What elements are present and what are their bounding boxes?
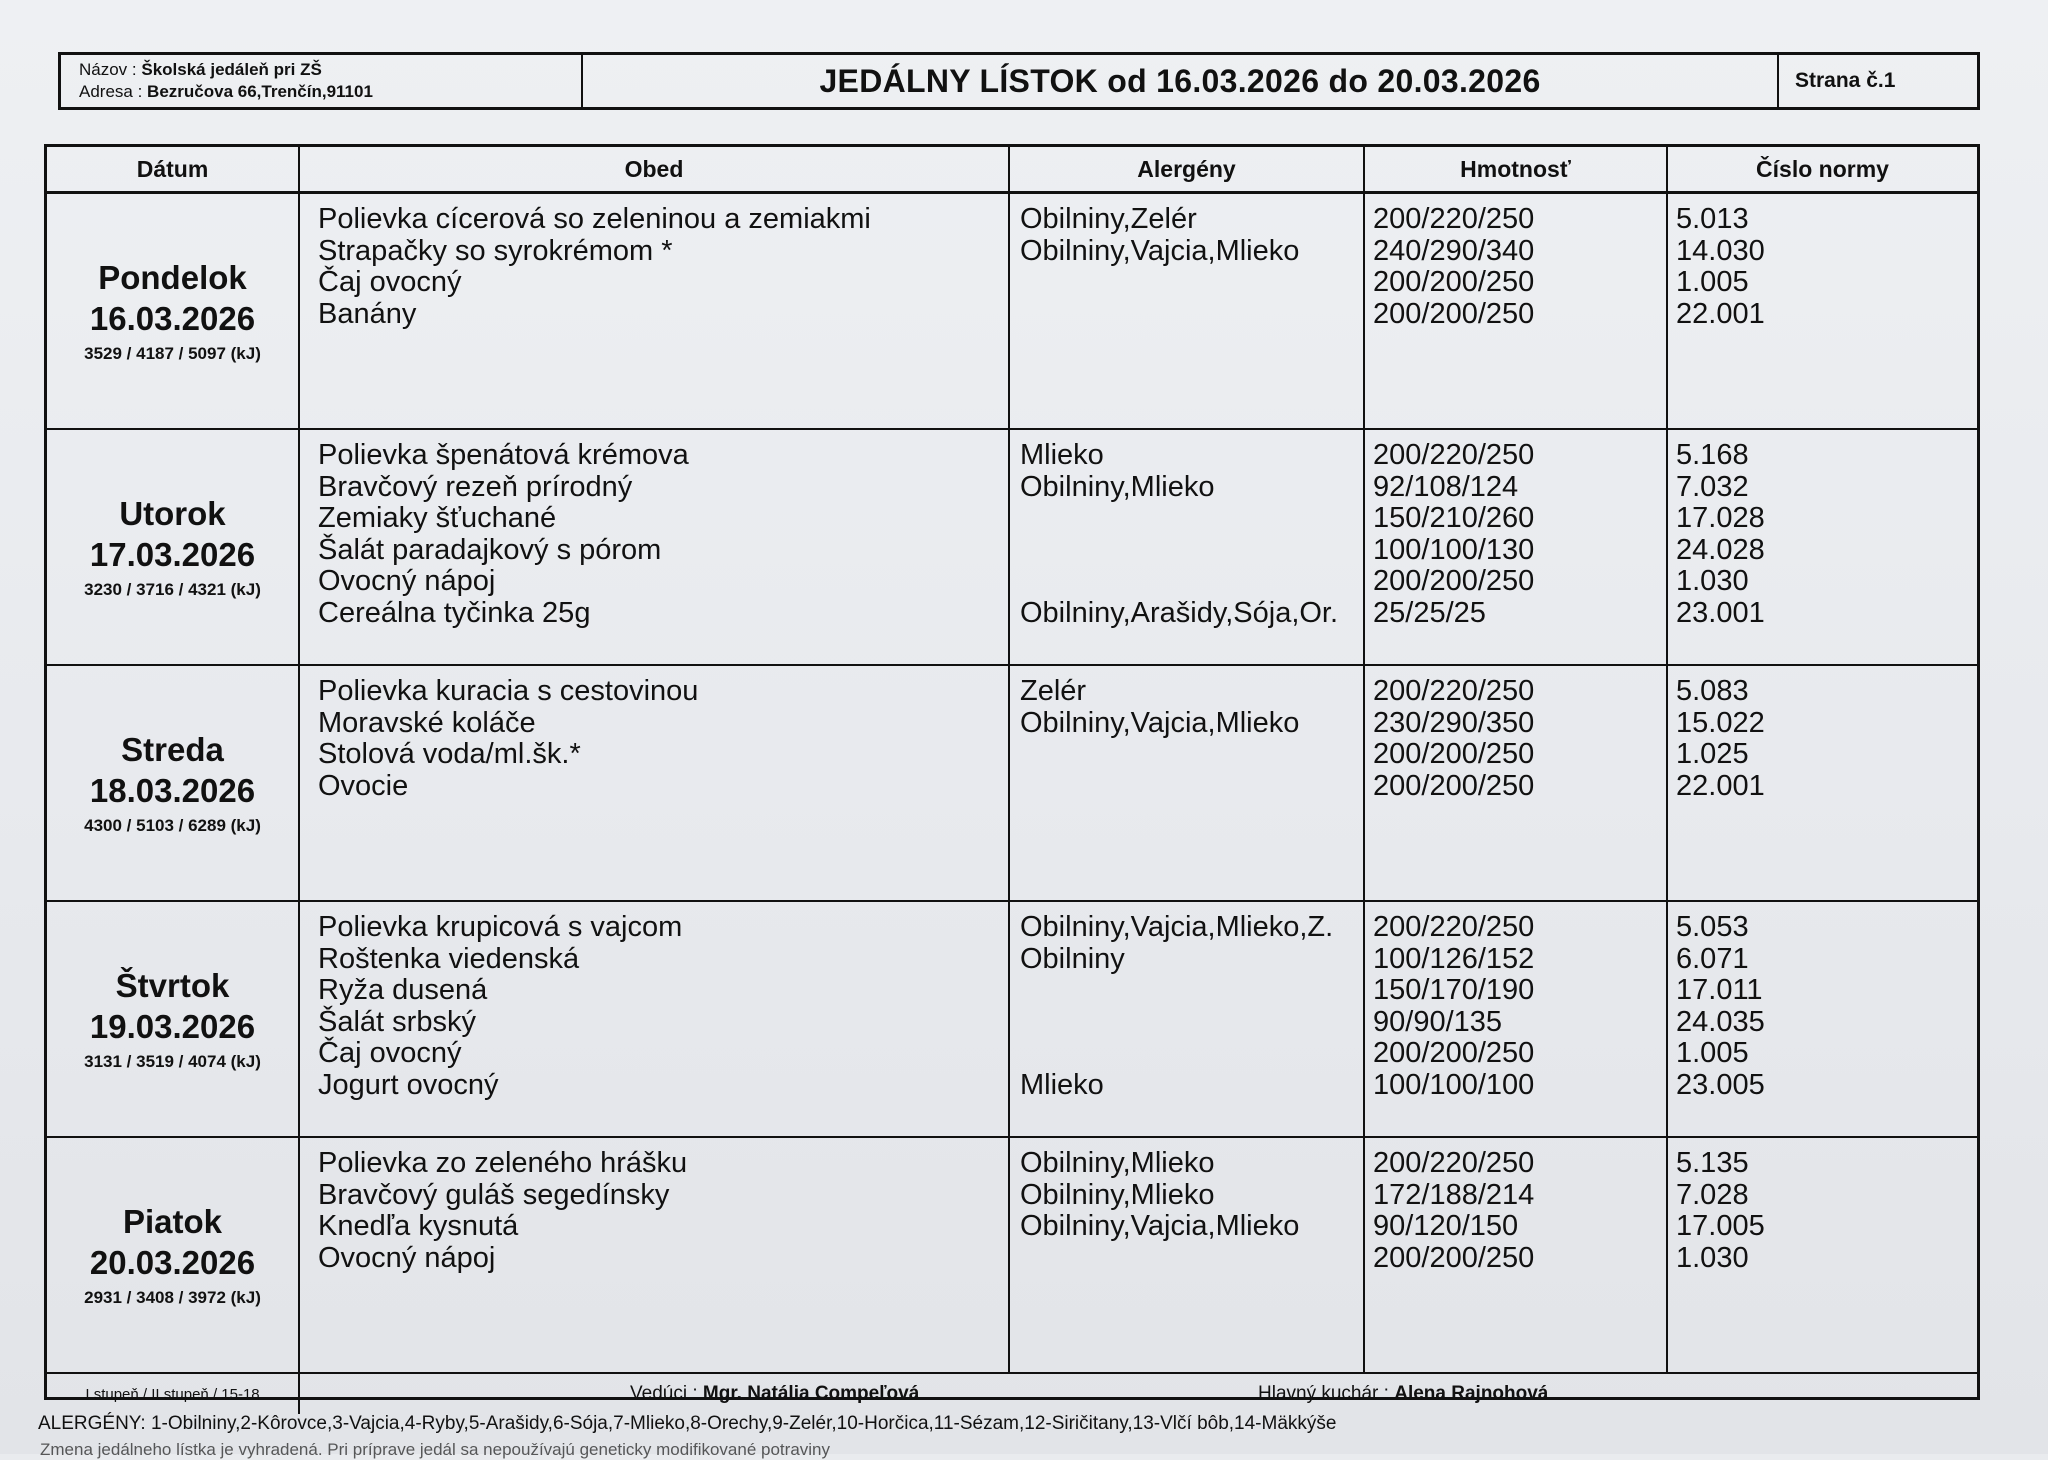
weight-item: 25/25/25 — [1373, 596, 1486, 629]
norm-list — [1668, 1138, 1977, 1372]
allergen-item — [1020, 975, 1363, 1007]
allergen-item — [1020, 503, 1363, 535]
allergen-item — [1020, 739, 1363, 771]
stupen-label: I.stupeň / II.stupeň / 15-18 — [47, 1374, 300, 1414]
norm-item: 17.005 — [1676, 1210, 1765, 1242]
norm-item: 23.001 — [1676, 596, 1765, 629]
weight-item: 200/200/250 — [1373, 297, 1535, 330]
signatures — [300, 1374, 1977, 1414]
weight-item: 200/200/250 — [1373, 266, 1535, 298]
day-cell — [47, 194, 300, 428]
weight-item: 240/290/340 — [1373, 234, 1535, 267]
allergen-item: Zelér — [1020, 675, 1087, 707]
weight-item: 100/126/152 — [1373, 942, 1535, 975]
day-date: 20.03.2026 — [89, 1244, 256, 1281]
norm-item: 14.030 — [1676, 234, 1765, 267]
norm-item: 5.168 — [1676, 439, 1749, 471]
meal-list — [300, 194, 1010, 428]
meal-item: Bravčový rezeň prírodný — [318, 470, 633, 503]
adresa-value: Bezručova 66,Trenčín,91101 — [147, 82, 373, 101]
norm-item: 24.035 — [1676, 1005, 1765, 1038]
norm-item: 22.001 — [1676, 769, 1765, 802]
day-cell — [47, 666, 300, 900]
veduci — [630, 1383, 919, 1405]
meal-item: Polievka krupicová s vajcom — [318, 911, 683, 943]
norm-item: 5.053 — [1676, 911, 1749, 943]
veduci-name: Mgr. Natália Compeľová — [702, 1383, 920, 1404]
col-header-datum: Dátum — [47, 147, 300, 191]
meal-item: Polievka špenátová krémova — [318, 439, 689, 471]
allergen-item — [1020, 267, 1363, 299]
allergen-item: Obilniny,Mlieko — [1020, 470, 1215, 503]
weight-item: 230/290/350 — [1373, 706, 1535, 739]
day-cell — [47, 902, 300, 1136]
meal-item: Strapačky so syrokrémom * — [318, 234, 673, 267]
norm-item: 1.025 — [1676, 738, 1749, 770]
meal-item: Stolová voda/ml.šk.* — [318, 738, 581, 770]
allergen-list — [1010, 194, 1365, 428]
weight-list — [1365, 666, 1668, 900]
day-row — [47, 430, 1977, 666]
meal-item: Ovocie — [318, 769, 409, 802]
meal-item: Čaj ovocný — [318, 1037, 462, 1069]
weight-item: 200/200/250 — [1373, 565, 1535, 597]
menu-table — [44, 144, 1980, 1404]
day-row — [47, 902, 1977, 1138]
weight-item: 200/200/250 — [1373, 1037, 1535, 1069]
meal-list — [300, 430, 1010, 664]
norm-item: 17.011 — [1676, 974, 1763, 1006]
meal-item: Roštenka viedenská — [318, 942, 580, 975]
allergen-list — [1010, 666, 1365, 900]
norm-item: 7.032 — [1676, 470, 1749, 503]
allergen-item: Mlieko — [1020, 1068, 1104, 1101]
weight-item: 200/200/250 — [1373, 738, 1535, 770]
day-cell — [47, 430, 300, 664]
weight-item: 172/188/214 — [1373, 1178, 1535, 1211]
weight-list — [1365, 1138, 1668, 1372]
kuchar-label: Hlavný kuchár : — [1258, 1383, 1389, 1404]
norm-item: 1.030 — [1676, 565, 1749, 597]
norm-item: 17.028 — [1676, 502, 1765, 534]
norm-list — [1668, 194, 1977, 428]
allergen-item: Obilniny — [1020, 942, 1125, 975]
norm-item: 1.030 — [1676, 1241, 1749, 1274]
day-energy: 3230 / 3716 / 4321 (kJ) — [84, 580, 261, 599]
allergen-item — [1020, 535, 1363, 567]
meal-item: Ovocný nápoj — [318, 1241, 496, 1274]
menu-title: JEDÁLNY LÍSTOK od 16.03.2026 do 20.03.2026 — [819, 62, 1541, 99]
allergen-item: Obilniny,Vajcia,Mlieko — [1020, 706, 1300, 739]
norm-item: 5.013 — [1676, 203, 1749, 235]
allergen-list — [1010, 1138, 1365, 1372]
day-name: Utorok — [119, 495, 226, 532]
nazov-label: Názov : — [79, 60, 137, 79]
weight-item: 90/120/150 — [1373, 1210, 1519, 1242]
day-date: 17.03.2026 — [89, 536, 256, 573]
weight-item: 200/200/250 — [1373, 1241, 1535, 1274]
meal-item: Moravské koláče — [318, 706, 536, 739]
meal-list — [300, 666, 1010, 900]
nazov-value: Školská jedáleň pri ZŠ — [141, 60, 322, 79]
norm-item: 7.028 — [1676, 1178, 1749, 1211]
kuchar-name: Alena Rajnohová — [1394, 1383, 1549, 1404]
weight-item: 200/220/250 — [1373, 203, 1535, 235]
allergen-item: Obilniny,Mlieko — [1020, 1178, 1215, 1211]
meal-item: Polievka cícerová so zeleninou a zemiakmi — [318, 203, 871, 235]
allergen-item — [1020, 1007, 1363, 1039]
weight-item: 200/220/250 — [1373, 1147, 1535, 1179]
norm-item: 15.022 — [1676, 706, 1765, 739]
norm-item: 1.005 — [1676, 1037, 1749, 1069]
col-header-alergeny: Alergény — [1010, 147, 1365, 191]
day-date: 19.03.2026 — [89, 1008, 256, 1045]
norm-item: 6.071 — [1676, 942, 1749, 975]
allergen-item: Obilniny,Vajcia,Mlieko,Z. — [1020, 911, 1334, 943]
allergen-item: Obilniny,Zelér — [1020, 203, 1197, 235]
norm-item: 22.001 — [1676, 297, 1765, 330]
norm-item: 24.028 — [1676, 533, 1765, 566]
day-name: Streda — [121, 731, 224, 768]
col-header-hmotnost: Hmotnosť — [1365, 147, 1668, 191]
weight-item: 200/220/250 — [1373, 911, 1535, 943]
day-row — [47, 666, 1977, 902]
day-date: 16.03.2026 — [89, 300, 256, 337]
table-footer — [47, 1374, 1977, 1414]
meal-item: Šalát paradajkový s pórom — [318, 533, 662, 566]
allergen-legend: ALERGÉNY: 1-Obilniny,2-Kôrovce,3-Vajcia,4-Ryby,5-Arašidy,6-Sója,7-Mlieko,8-Orechy,9-Zelér,10-Horčica,11-Sézam,12-Siričitany,13-Vlčí bôb,14-Mäkkýše — [38, 1413, 1337, 1434]
norm-list — [1668, 666, 1977, 900]
day-row — [47, 1138, 1977, 1374]
weight-item: 150/170/190 — [1373, 974, 1535, 1006]
adresa-label: Adresa : — [79, 82, 143, 101]
day-energy: 3131 / 3519 / 4074 (kJ) — [84, 1052, 261, 1071]
col-header-cislo-normy: Číslo normy — [1756, 155, 1889, 182]
meal-item: Jogurt ovocný — [318, 1068, 499, 1101]
day-row — [47, 194, 1977, 430]
allergen-item — [1020, 1038, 1363, 1070]
day-name: Štvrtok — [115, 967, 230, 1004]
meal-item: Cereálna tyčinka 25g — [318, 596, 591, 629]
weight-item: 200/220/250 — [1373, 675, 1535, 707]
allergen-item: Obilniny,Vajcia,Mlieko — [1020, 1210, 1300, 1242]
meal-item: Polievka kuracia s cestovinou — [318, 675, 699, 707]
allergen-item — [1020, 771, 1363, 803]
meal-item: Bravčový guláš segedínsky — [318, 1178, 670, 1211]
weight-item: 100/100/130 — [1373, 533, 1535, 566]
cut-note: Zmena jedálneho lístka je vyhradená. Pri príprave jedál sa nepoužívajú geneticky modifikované potraviny — [40, 1440, 831, 1459]
norm-item: 1.005 — [1676, 266, 1749, 298]
meal-item: Ryža dusená — [318, 974, 488, 1006]
weight-list — [1365, 902, 1668, 1136]
allergen-item: Obilniny,Mlieko — [1020, 1147, 1215, 1179]
weight-list — [1365, 430, 1668, 664]
day-date: 18.03.2026 — [89, 772, 256, 809]
norm-list — [1668, 430, 1977, 664]
norm-list — [1668, 902, 1977, 1136]
weight-item: 150/210/260 — [1373, 502, 1535, 534]
weight-list — [1365, 194, 1668, 428]
allergen-item: Obilniny,Arašidy,Sója,Or. — [1020, 596, 1339, 629]
kuchar — [1258, 1383, 1548, 1405]
norm-item: 5.083 — [1676, 675, 1749, 707]
meal-item: Čaj ovocný — [318, 266, 462, 298]
meal-list — [300, 902, 1010, 1136]
allergen-item — [1020, 1243, 1363, 1275]
allergen-list — [1010, 902, 1365, 1136]
weight-item: 92/108/124 — [1373, 470, 1519, 503]
allergen-item — [1020, 299, 1363, 331]
allergen-item — [1020, 566, 1363, 598]
table-header — [47, 147, 1977, 194]
meal-item: Knedľa kysnutá — [318, 1210, 519, 1242]
allergen-item: Obilniny,Vajcia,Mlieko — [1020, 234, 1300, 267]
day-energy: 2931 / 3408 / 3972 (kJ) — [84, 1288, 261, 1307]
meal-item: Polievka zo zeleného hrášku — [318, 1147, 688, 1179]
day-cell — [47, 1138, 300, 1372]
meal-item: Zemiaky šťuchané — [318, 502, 557, 534]
meal-item: Ovocný nápoj — [318, 565, 496, 597]
weight-item: 100/100/100 — [1373, 1068, 1535, 1101]
page-number: Strana č.1 — [1777, 55, 1977, 107]
day-energy: 3529 / 4187 / 5097 (kJ) — [84, 344, 261, 363]
meal-item: Banány — [318, 297, 417, 330]
weight-item: 200/220/250 — [1373, 439, 1535, 471]
allergen-list — [1010, 430, 1365, 664]
day-energy: 4300 / 5103 / 6289 (kJ) — [84, 816, 261, 835]
veduci-label: Vedúci : — [630, 1383, 698, 1404]
header-box — [58, 52, 1980, 110]
day-name: Pondelok — [98, 259, 247, 296]
norm-item: 23.005 — [1676, 1068, 1765, 1101]
allergen-item: Mlieko — [1020, 439, 1104, 471]
table-body — [47, 194, 1977, 1374]
meal-list — [300, 1138, 1010, 1372]
weight-item: 90/90/135 — [1373, 1005, 1503, 1038]
weight-item: 200/200/250 — [1373, 769, 1535, 802]
school-info — [61, 55, 583, 107]
norm-item: 5.135 — [1676, 1147, 1749, 1179]
day-name: Piatok — [122, 1203, 223, 1240]
col-header-obed: Obed — [300, 147, 1010, 191]
meal-item: Šalát srbský — [318, 1005, 476, 1038]
